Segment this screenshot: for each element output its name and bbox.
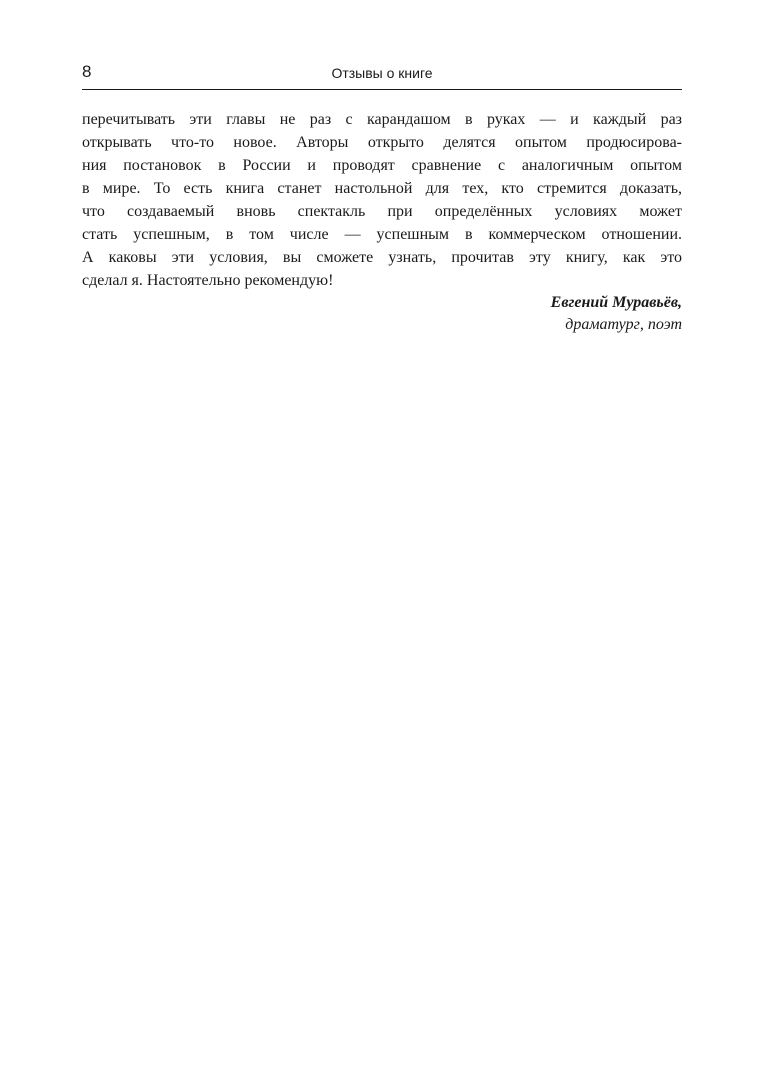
running-title: Отзывы о книге: [331, 65, 433, 81]
author-name: Евгений Муравьёв,: [550, 294, 682, 311]
text-line: в мире. То есть книга станет настольной для тех, кто стремится доказать,: [82, 180, 682, 197]
text-line: А каковы эти условия, вы сможете узнать, прочитав эту книгу, как это: [82, 249, 682, 266]
text-line: что создаваемый вновь спектакль при определённых условиях может: [82, 203, 682, 220]
page-number: 8: [82, 62, 92, 81]
text-line: сделал я. Настоятельно рекомендую!: [82, 272, 334, 289]
header-rule: [82, 89, 682, 90]
text-line: перечитывать эти главы не раз с карандашом в руках — и каждый раз: [82, 111, 682, 128]
review-paragraph: [82, 108, 682, 292]
review-signature: [551, 292, 682, 336]
page-header: [82, 62, 682, 88]
author-role: драматург, поэт: [565, 316, 682, 333]
text-line: ния постановок в России и проводят сравнение с аналогичным опытом: [82, 157, 682, 174]
text-line: стать успешным, в том числе — успешным в коммерческом отношении.: [82, 226, 682, 243]
text-line: открывать что-то новое. Авторы открыто делятся опытом продюсирова-: [82, 134, 682, 151]
